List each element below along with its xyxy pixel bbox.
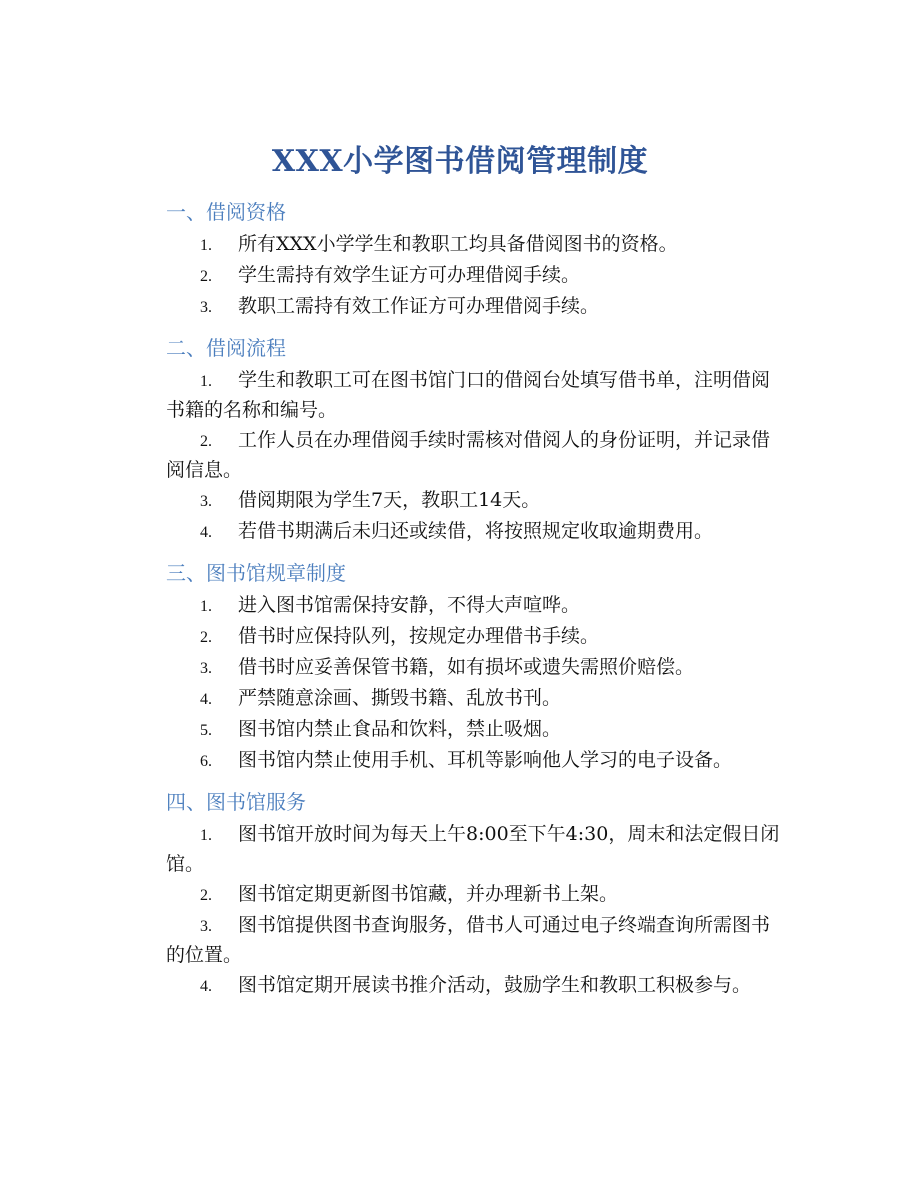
list-item-number: 3. [200,493,212,510]
list-item-text: 图书馆提供图书查询服务，借书人可通过电子终端查询所需图书的位置。 [166,914,771,966]
list-item-number: 2. [200,887,212,904]
list-item-text: 图书馆定期更新图书馆藏，并办理新书上架。 [238,883,619,905]
list-item [166,486,786,516]
list-item [166,426,786,485]
list-item [166,911,786,970]
document-body [166,196,786,1011]
list-item [166,292,786,322]
list-item-text: 借阅期限为学生7天，教职工14天。 [238,489,541,511]
list-item-number: 4. [200,978,212,995]
list-item-number: 2. [200,629,212,646]
list-item [166,261,786,291]
list-item-number: 3. [200,299,212,316]
list-item [166,366,786,425]
list-item-text: 学生和教职工可在图书馆门口的借阅台处填写借书单，注明借阅书籍的名称和编号。 [166,369,771,421]
list-item-text: 借书时应保持队列，按规定办理借书手续。 [238,625,600,647]
list-item-number: 5. [200,722,212,739]
section [166,332,786,547]
list-item-text: 所有XXX小学学生和教职工均具备借阅图书的资格。 [238,233,678,255]
list-item [166,880,786,910]
list-item-number: 3. [200,918,212,935]
list-item-text: 教职工需持有效工作证方可办理借阅手续。 [238,295,600,317]
list-item-number: 1. [200,373,212,390]
list-item-number: 3. [200,660,212,677]
list-item [166,653,786,683]
list-item-text: 学生需持有效学生证方可办理借阅手续。 [238,264,581,286]
list-item-text: 图书馆内禁止使用手机、耳机等影响他人学习的电子设备。 [238,749,733,771]
list-item-text: 图书馆开放时间为每天上午8:00至下午4:30，周末和法定假日闭馆。 [166,823,780,875]
list-item-text: 若借书期满后未归还或续借，将按照规定收取逾期费用。 [238,520,714,542]
list-item [166,517,786,547]
section [166,196,786,322]
document-title: XXX小学图书借阅管理制度 [271,144,649,179]
list-item [166,746,786,776]
list-item [166,684,786,714]
list-item-text: 严禁随意涂画、撕毁书籍、乱放书刊。 [238,687,562,709]
section [166,557,786,776]
section-heading: 四、图书馆服务 [166,790,306,814]
list-item-text: 借书时应妥善保管书籍，如有损坏或遗失需照价赔偿。 [238,656,695,678]
section-heading: 三、图书馆规章制度 [166,561,346,585]
list-item [166,622,786,652]
list-item-text: 工作人员在办理借阅手续时需核对借阅人的身份证明，并记录借阅信息。 [166,429,771,481]
list-item-number: 4. [200,524,212,541]
list-item-text: 进入图书馆需保持安静，不得大声喧哗。 [238,594,581,616]
list-item-text: 图书馆定期开展读书推介活动，鼓励学生和教职工积极参与。 [238,974,752,996]
list-item-number: 1. [200,598,212,615]
section-heading: 一、借阅资格 [166,200,286,224]
list-item-number: 1. [200,237,212,254]
list-item-number: 6. [200,753,212,770]
list-item-number: 2. [200,268,212,285]
list-item [166,591,786,621]
section-heading: 二、借阅流程 [166,336,286,360]
list-item [166,715,786,745]
list-item [166,230,786,260]
list-item-number: 2. [200,433,212,450]
list-item [166,971,786,1001]
list-item-text: 图书馆内禁止食品和饮料，禁止吸烟。 [238,718,562,740]
section [166,786,786,1001]
list-item-number: 1. [200,827,212,844]
list-item-number: 4. [200,691,212,708]
list-item [166,820,786,879]
